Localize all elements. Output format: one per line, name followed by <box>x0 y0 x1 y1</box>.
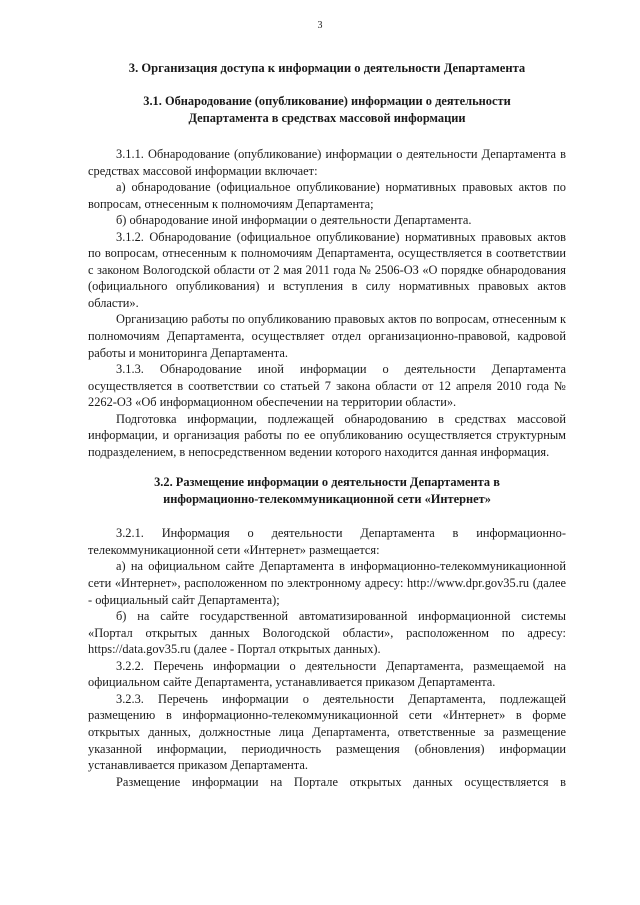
paragraph-item-b: б) обнародование иной информации о деятельности Департамента. <box>116 213 472 228</box>
paragraph-3-2-3: 3.2.3. Перечень информации о деятельности Департамента, подлежащей размещению в информационно-телекоммуникационной сети «Интернет» в форме открытых данных, должностные лица Департамента, ответственные за размещение указанной информации, периодичность размещения (обновления) информации устанавливается приказом Департамента. <box>88 691 566 773</box>
paragraph-preparation: Подготовка информации, подлежащей обнародованию в средствах массовой информации, и организация работы по ее опубликованию осуществляется структурным подразделением, в непосредственном ведении которого находится данная информация. <box>88 411 566 459</box>
paragraph-3-2-1: 3.2.1. Информация о деятельности Департамента в информационно-телекоммуникационной сети «Интернет» размещается: <box>88 526 566 557</box>
paragraph-organization: Организацию работы по опубликованию правовых актов по вопросам, отнесенным к полномочиям Департамента, осуществляет отдел организационно-правовой, кадровой работы и мониторинга Департамента. <box>88 312 566 360</box>
subsection-heading-line: Департамента в средствах массовой информации <box>188 110 466 125</box>
paragraph-3-1-2: 3.1.2. Обнародование (официальное опубликование) нормативных правовых актов по вопросам, отнесенным к полномочиям Департамента, осуществляется в соответствии с законом Вологодской области от 2 мая 2011 года № 2506-ОЗ «О порядке обнародования (официального опубликования) и вступления в силу нормативных правовых актов области». <box>88 229 566 310</box>
paragraph-item-a: а) обнародование (официальное опубликование) нормативных правовых актов по вопросам, отнесенным к полномочиям Департамента; <box>88 180 566 211</box>
paragraph-item-2b: б) на сайте государственной автоматизированной информационной системы «Портал открытых данных Вологодской области», расположенном по адресу: https://data.gov35.ru (далее - Портал открытых данных). <box>88 609 566 657</box>
subsection-heading-line: 3.2. Размещение информации о деятельности Департамента в <box>154 475 500 490</box>
paragraph-last: Размещение информации на Портале открытых данных осуществляется в <box>116 774 566 789</box>
paragraph-3-1-1: 3.1.1. Обнародование (опубликование) информации о деятельности Департамента в средствах массовой информации включает: <box>88 147 566 178</box>
section-heading: 3. Организация доступа к информации о деятельности Департамента <box>128 61 526 75</box>
paragraph-3-2-2: 3.2.2. Перечень информации о деятельности Департамента, размещаемой на официальном сайте Департамента, устанавливается приказом Департамента. <box>88 658 566 690</box>
paragraph-3-1-3: 3.1.3. Обнародование иной информации о деятельности Департамента осуществляется в соответствии со статьей 7 закона области от 12 апреля 2010 года № 2262-ОЗ «Об информационном обеспечении на территории области». <box>88 362 566 410</box>
document-body <box>88 60 566 790</box>
subsection-heading-line: информационно-телекоммуникационной сети «Интернет» <box>163 491 491 506</box>
subsection-heading-3-1 <box>88 93 566 126</box>
subsection-heading-line: 3.1. Обнародование (опубликование) информации о деятельности <box>143 94 511 108</box>
page-number: 3 <box>317 20 323 31</box>
subsection-heading-3-2 <box>88 474 566 507</box>
paragraph-item-2a: а) на официальном сайте Департамента в информационно-телекоммуникационной сети «Интернет», расположенном по электронному адресу: http://www.dpr.gov35.ru (далее - официальный сайт Департамента); <box>88 559 566 607</box>
